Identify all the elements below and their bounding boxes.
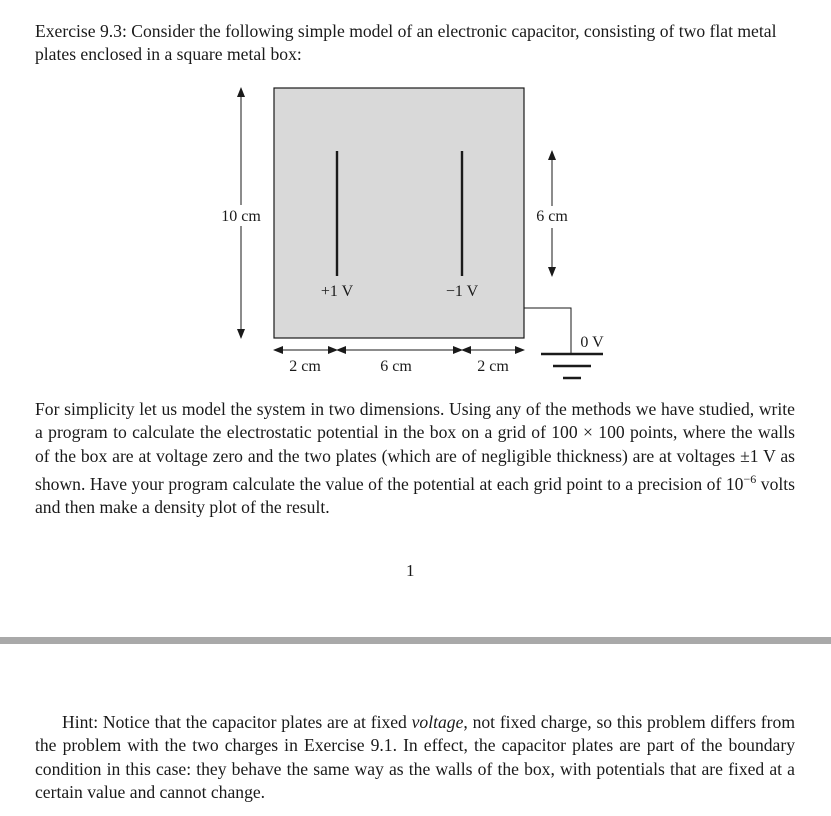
hint-emphasis: voltage <box>411 712 464 732</box>
gap-middle-label: 6 cm <box>380 358 412 375</box>
hint-paragraph <box>35 711 795 804</box>
capacitor-diagram <box>0 0 831 400</box>
page-number: 1 <box>406 561 415 580</box>
exponent: −6 <box>743 471 757 486</box>
gap-left-label: 2 cm <box>289 358 321 375</box>
page-separator <box>0 637 831 644</box>
right-plate-voltage: −1 V <box>445 283 479 300</box>
plate-length-label: 6 cm <box>536 208 568 225</box>
left-plate-voltage: +1 V <box>320 283 354 300</box>
metal-box <box>274 88 524 338</box>
body-text-2: 100 points, where the walls of the box are at voltage zero and the two plates (which are of negligible thickness) are at voltages ±1 V as shown. Have your program calculate the value of the potential at each grid point to a precision of 10 <box>35 422 796 494</box>
problem-body <box>35 398 795 519</box>
hint-text-2: , not fixed charge, so this problem differs from the problem with the two charges in Exercise 9.1. In effect, the capacitor plates are part of the boundary condition in this case: they behave the same way as the walls of the box, with potentials that are fixed at a certain value and cannot change. <box>35 712 795 802</box>
ground-wire <box>524 308 571 354</box>
box-height-label: 10 cm <box>221 208 261 225</box>
ground-label: 0 V <box>580 334 604 351</box>
body-text-3: volts and then make a density plot of the result. <box>35 473 795 518</box>
exercise-intro-text: Consider the following simple model of an electronic capacitor, consisting of two flat metal plates enclosed in a square metal box: <box>35 21 777 65</box>
times-symbol: × <box>583 422 593 443</box>
gap-right-label: 2 cm <box>477 358 509 375</box>
body-text-1: For simplicity let us model the system in two dimensions. Using any of the methods we have studied, write a program to calculate the electrostatic potential in the box on a grid of 100 <box>35 399 795 443</box>
exercise-label: Exercise 9.3: <box>35 21 127 41</box>
hint-text-1: Hint: Notice that the capacitor plates are at fixed <box>62 712 412 732</box>
